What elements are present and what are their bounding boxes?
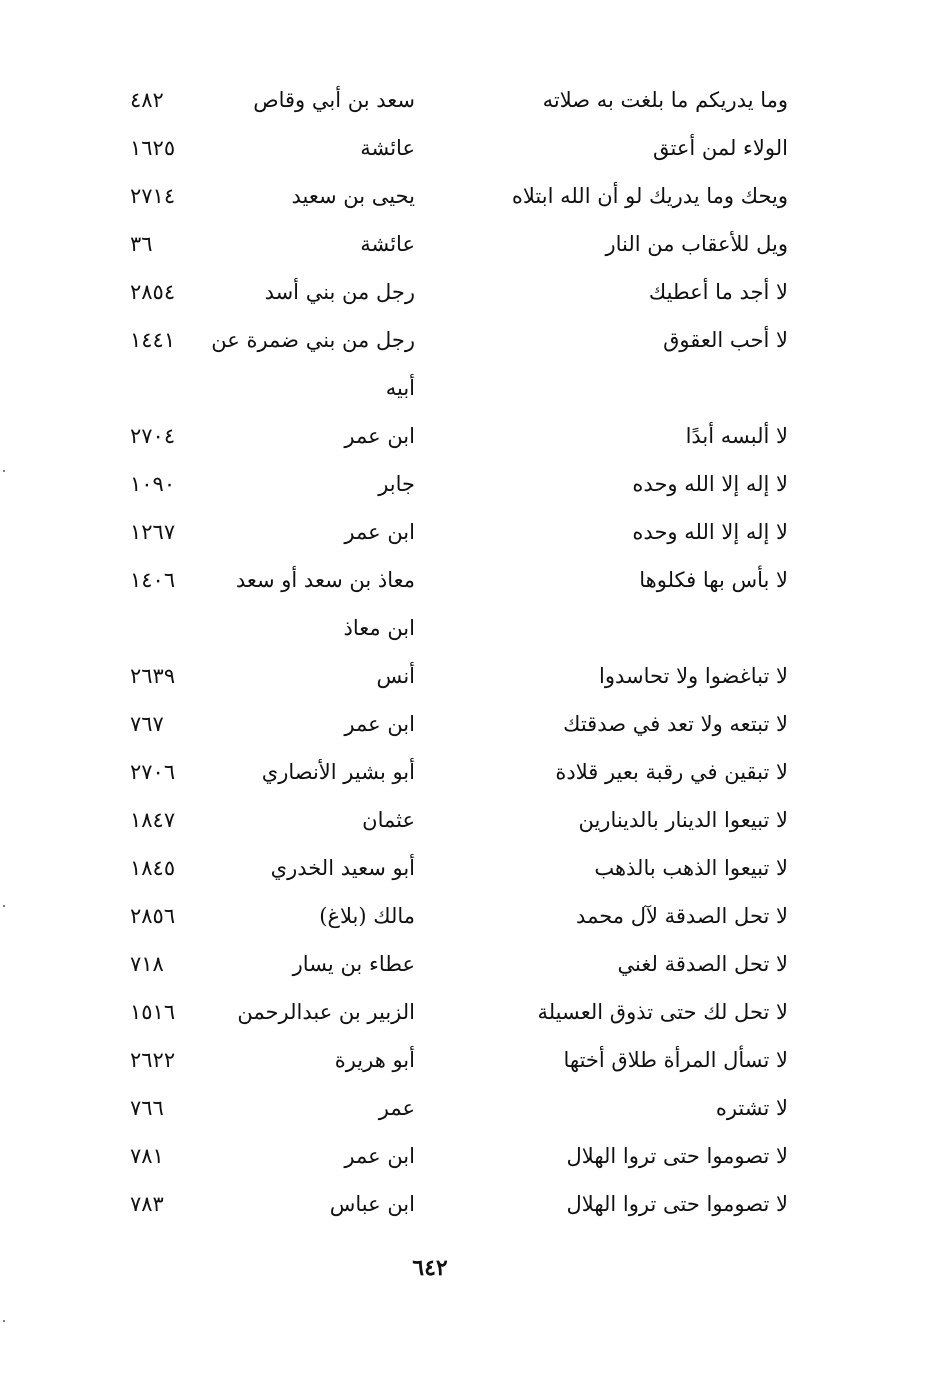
hadith-text: لا تصوموا حتى تروا الهلال [566, 1144, 788, 1168]
narrator-name: الزبير بن عبدالرحمن [237, 1000, 415, 1024]
narrator-name: مالك (بلاغ) [319, 904, 415, 928]
hadith-number: ١٢٦٧ [130, 520, 176, 544]
hadith-number: ٧٨٣ [130, 1192, 164, 1216]
hadith-text: لا تصوموا حتى تروا الهلال [566, 1192, 788, 1216]
hadith-number: ٢٧٠٦ [130, 760, 176, 784]
narrator-name: عائشة [360, 136, 415, 160]
index-row [130, 1132, 790, 1180]
hadith-index-list [130, 76, 790, 1228]
hadith-number: ٢٦٢٢ [130, 1048, 176, 1072]
narrator-name: أبو هريرة [334, 1048, 415, 1072]
narrator-name: رجل من بني أسد [264, 280, 415, 304]
hadith-text: لا إله إلا الله وحده [632, 520, 788, 544]
hadith-text: لا أحب العقوق [663, 328, 788, 352]
hadith-text: لا ألبسه أبدًا [685, 424, 788, 448]
hadith-number: ٣٦ [130, 232, 153, 256]
hadith-text: ويل للأعقاب من النار [605, 232, 788, 256]
hadith-text: لا أجد ما أعطيك [648, 280, 788, 304]
scan-speck [3, 1320, 5, 1322]
hadith-number: ٢٨٥٤ [130, 280, 176, 304]
index-row [130, 844, 790, 892]
narrator-name: ابن عمر [344, 712, 415, 736]
index-row [130, 76, 790, 124]
hadith-number: ٢٧١٤ [130, 184, 176, 208]
narrator-name: عثمان [362, 808, 415, 832]
hadith-text: لا تحل لك حتى تذوق العسيلة [537, 1000, 788, 1024]
hadith-text: لا تبتعه ولا تعد في صدقتك [563, 712, 788, 736]
hadith-number: ٢٦٣٩ [130, 664, 176, 688]
hadith-number: ١٤٠٦ [130, 568, 176, 592]
narrator-name: ابن عمر [344, 424, 415, 448]
index-row [130, 172, 790, 220]
index-row [130, 892, 790, 940]
narrator-name: عمر [378, 1096, 415, 1120]
page-number: ٦٤٢ [412, 1255, 448, 1281]
index-row [130, 124, 790, 172]
narrator-name: معاذ بن سعد أو سعد ابن معاذ [235, 568, 415, 640]
hadith-number: ١٥١٦ [130, 1000, 176, 1024]
narrator-name: عائشة [360, 232, 415, 256]
hadith-number: ٧٦٦ [130, 1096, 164, 1120]
hadith-text: لا تحل الصدقة لغني [617, 952, 788, 976]
hadith-number: ٤٨٢ [130, 88, 164, 112]
hadith-text: وما يدريكم ما بلغت به صلاته [542, 88, 788, 112]
narrator-name: عطاء بن يسار [292, 952, 415, 976]
index-row [130, 652, 790, 700]
hadith-text: لا تشتره [715, 1096, 788, 1120]
narrator-name: سعد بن أبي وقاص [253, 88, 415, 112]
hadith-text: ويحك وما يدريك لو أن الله ابتلاه [511, 184, 788, 208]
index-row [130, 940, 790, 988]
narrator-name: يحيى بن سعيد [291, 184, 415, 208]
narrator-name: أبو سعيد الخدري [270, 856, 415, 880]
narrator-name: أنس [376, 664, 415, 688]
index-row [130, 1036, 790, 1084]
hadith-text: لا تباغضوا ولا تحاسدوا [599, 664, 788, 688]
index-row [130, 268, 790, 316]
index-row [130, 1180, 790, 1228]
index-row [130, 508, 790, 556]
hadith-number: ٧١٨ [130, 952, 164, 976]
hadith-number: ٧٨١ [130, 1144, 164, 1168]
index-row [130, 988, 790, 1036]
hadith-number: ١٨٤٥ [130, 856, 176, 880]
index-row [130, 796, 790, 844]
hadith-number: ٢٨٥٦ [130, 904, 176, 928]
index-row [130, 1084, 790, 1132]
index-row [130, 460, 790, 508]
hadith-number: ١٦٢٥ [130, 136, 176, 160]
hadith-text: لا تبقين في رقبة بعير قلادة [555, 760, 788, 784]
hadith-number: ٧٦٧ [130, 712, 164, 736]
hadith-text: الولاء لمن أعتق [652, 136, 788, 160]
scan-speck [3, 905, 5, 907]
hadith-text: لا تسأل المرأة طلاق أختها [563, 1048, 788, 1072]
narrator-name: رجل من بني ضمرة عن أبيه [211, 328, 415, 400]
hadith-text: لا إله إلا الله وحده [632, 472, 788, 496]
narrator-name: ابن عباس [329, 1192, 415, 1216]
hadith-text: لا تبيعوا الدينار بالدينارين [578, 808, 788, 832]
narrator-name: ابن عمر [344, 520, 415, 544]
index-row [130, 220, 790, 268]
narrator-name: جابر [378, 472, 415, 496]
index-row [130, 412, 790, 460]
hadith-number: ١٨٤٧ [130, 808, 176, 832]
hadith-text: لا تبيعوا الذهب بالذهب [594, 856, 788, 880]
narrator-name: ابن عمر [344, 1144, 415, 1168]
hadith-number: ١٤٤١ [130, 328, 176, 352]
narrator-name: أبو بشير الأنصاري [261, 760, 415, 784]
index-row [130, 556, 790, 652]
index-row [130, 316, 790, 412]
scan-speck [3, 470, 5, 472]
hadith-text: لا تحل الصدقة لآل محمد [576, 904, 788, 928]
hadith-number: ١٠٩٠ [130, 472, 176, 496]
index-row [130, 748, 790, 796]
hadith-number: ٢٧٠٤ [130, 424, 176, 448]
index-row [130, 700, 790, 748]
hadith-text: لا بأس بها فكلوها [639, 568, 788, 592]
